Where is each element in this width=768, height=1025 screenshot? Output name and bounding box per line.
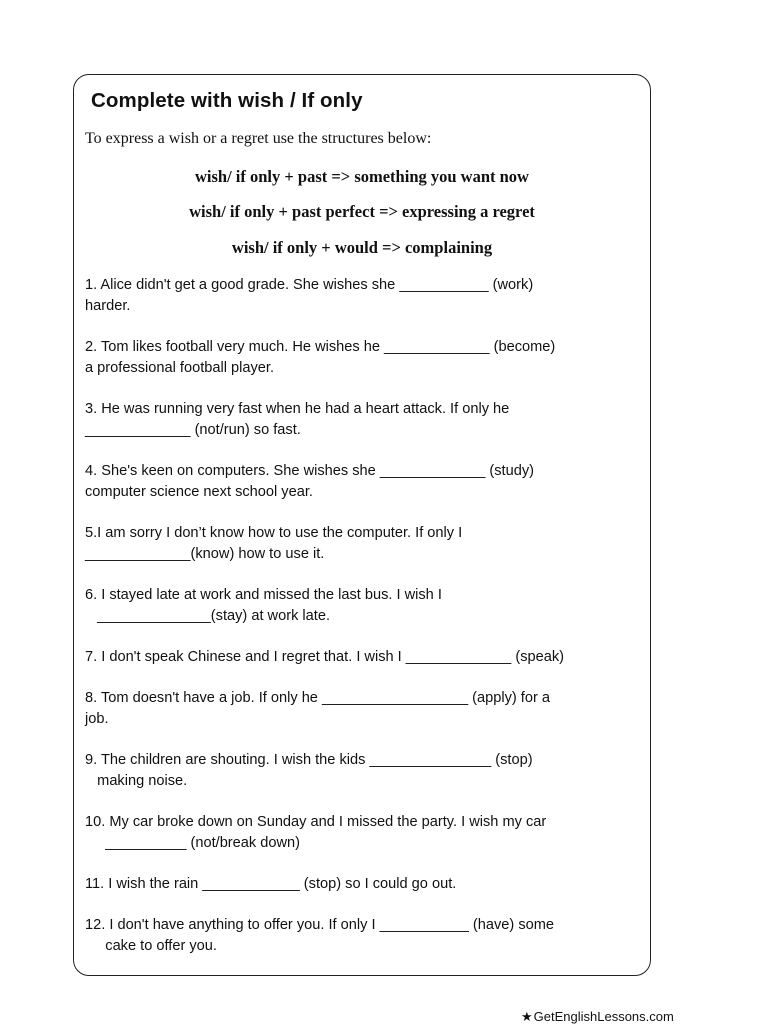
question-7 [85,647,645,668]
question-4-line-2: computer science next school year. [85,484,313,500]
question-5-line-1: 5.I am sorry I don’t know how to use the computer. If only I [85,525,463,541]
question-2-line-1: 2. Tom likes football very much. He wishes he _____________ (become) [85,339,556,355]
question-1-line-2: harder. [85,298,131,314]
grammar-rule-past: wish/ if only + past => something you want now [195,167,529,186]
question-10 [85,812,645,854]
question-1-line-1: 1. Alice didn't get a good grade. She wishes she ___________ (work) [85,277,534,293]
question-11-line-1: 11. I wish the rain ____________ (stop) so I could go out. [85,876,457,892]
question-10-line-2: __________ (not/break down) [85,835,301,851]
question-3 [85,399,645,441]
question-2 [85,337,645,379]
question-1 [85,275,645,317]
question-4 [85,461,645,503]
question-9-line-1: 9. The children are shouting. I wish the kids _______________ (stop) [85,752,533,768]
question-6-line-1: 6. I stayed late at work and missed the last bus. I wish I [85,587,442,603]
question-6-line-2: ______________(stay) at work late. [85,608,331,624]
footer-site-name: GetEnglishLessons.com [533,1009,674,1024]
grammar-rule-past-perfect: wish/ if only + past perfect => expressing a regret [189,202,535,221]
question-11 [85,874,645,895]
grammar-rule-would: wish/ if only + would => complaining [231,238,493,257]
question-3-line-1: 3. He was running very fast when he had a heart attack. If only he [85,401,510,417]
question-5-line-2: _____________(know) how to use it. [85,546,325,562]
worksheet-title: Complete with wish / If only [91,89,363,112]
question-8-line-1: 8. Tom doesn't have a job. If only he __________________ (apply) for a [85,690,550,706]
star-icon: ★ [521,1009,533,1024]
question-8 [85,688,645,730]
question-6 [85,585,645,627]
intro-text: To express a wish or a regret use the structures below: [85,130,432,147]
footer-credit [521,1009,674,1025]
question-10-line-1: 10. My car broke down on Sunday and I missed the party. I wish my car [85,814,547,830]
question-7-line-1: 7. I don't speak Chinese and I regret that. I wish I _____________ (speak) [85,649,565,665]
question-12-line-2: cake to offer you. [85,938,217,954]
question-8-line-2: job. [85,711,109,727]
question-4-line-1: 4. She's keen on computers. She wishes she _____________ (study) [85,463,534,479]
question-5 [85,523,645,565]
question-9 [85,750,645,792]
question-9-line-2: making noise. [85,773,188,789]
question-12 [85,915,645,957]
question-12-line-1: 12. I don't have anything to offer you. If only I ___________ (have) some [85,917,555,933]
question-2-line-2: a professional football player. [85,360,275,376]
question-3-line-2: _____________ (not/run) so fast. [85,422,301,438]
worksheet-box [73,74,651,976]
